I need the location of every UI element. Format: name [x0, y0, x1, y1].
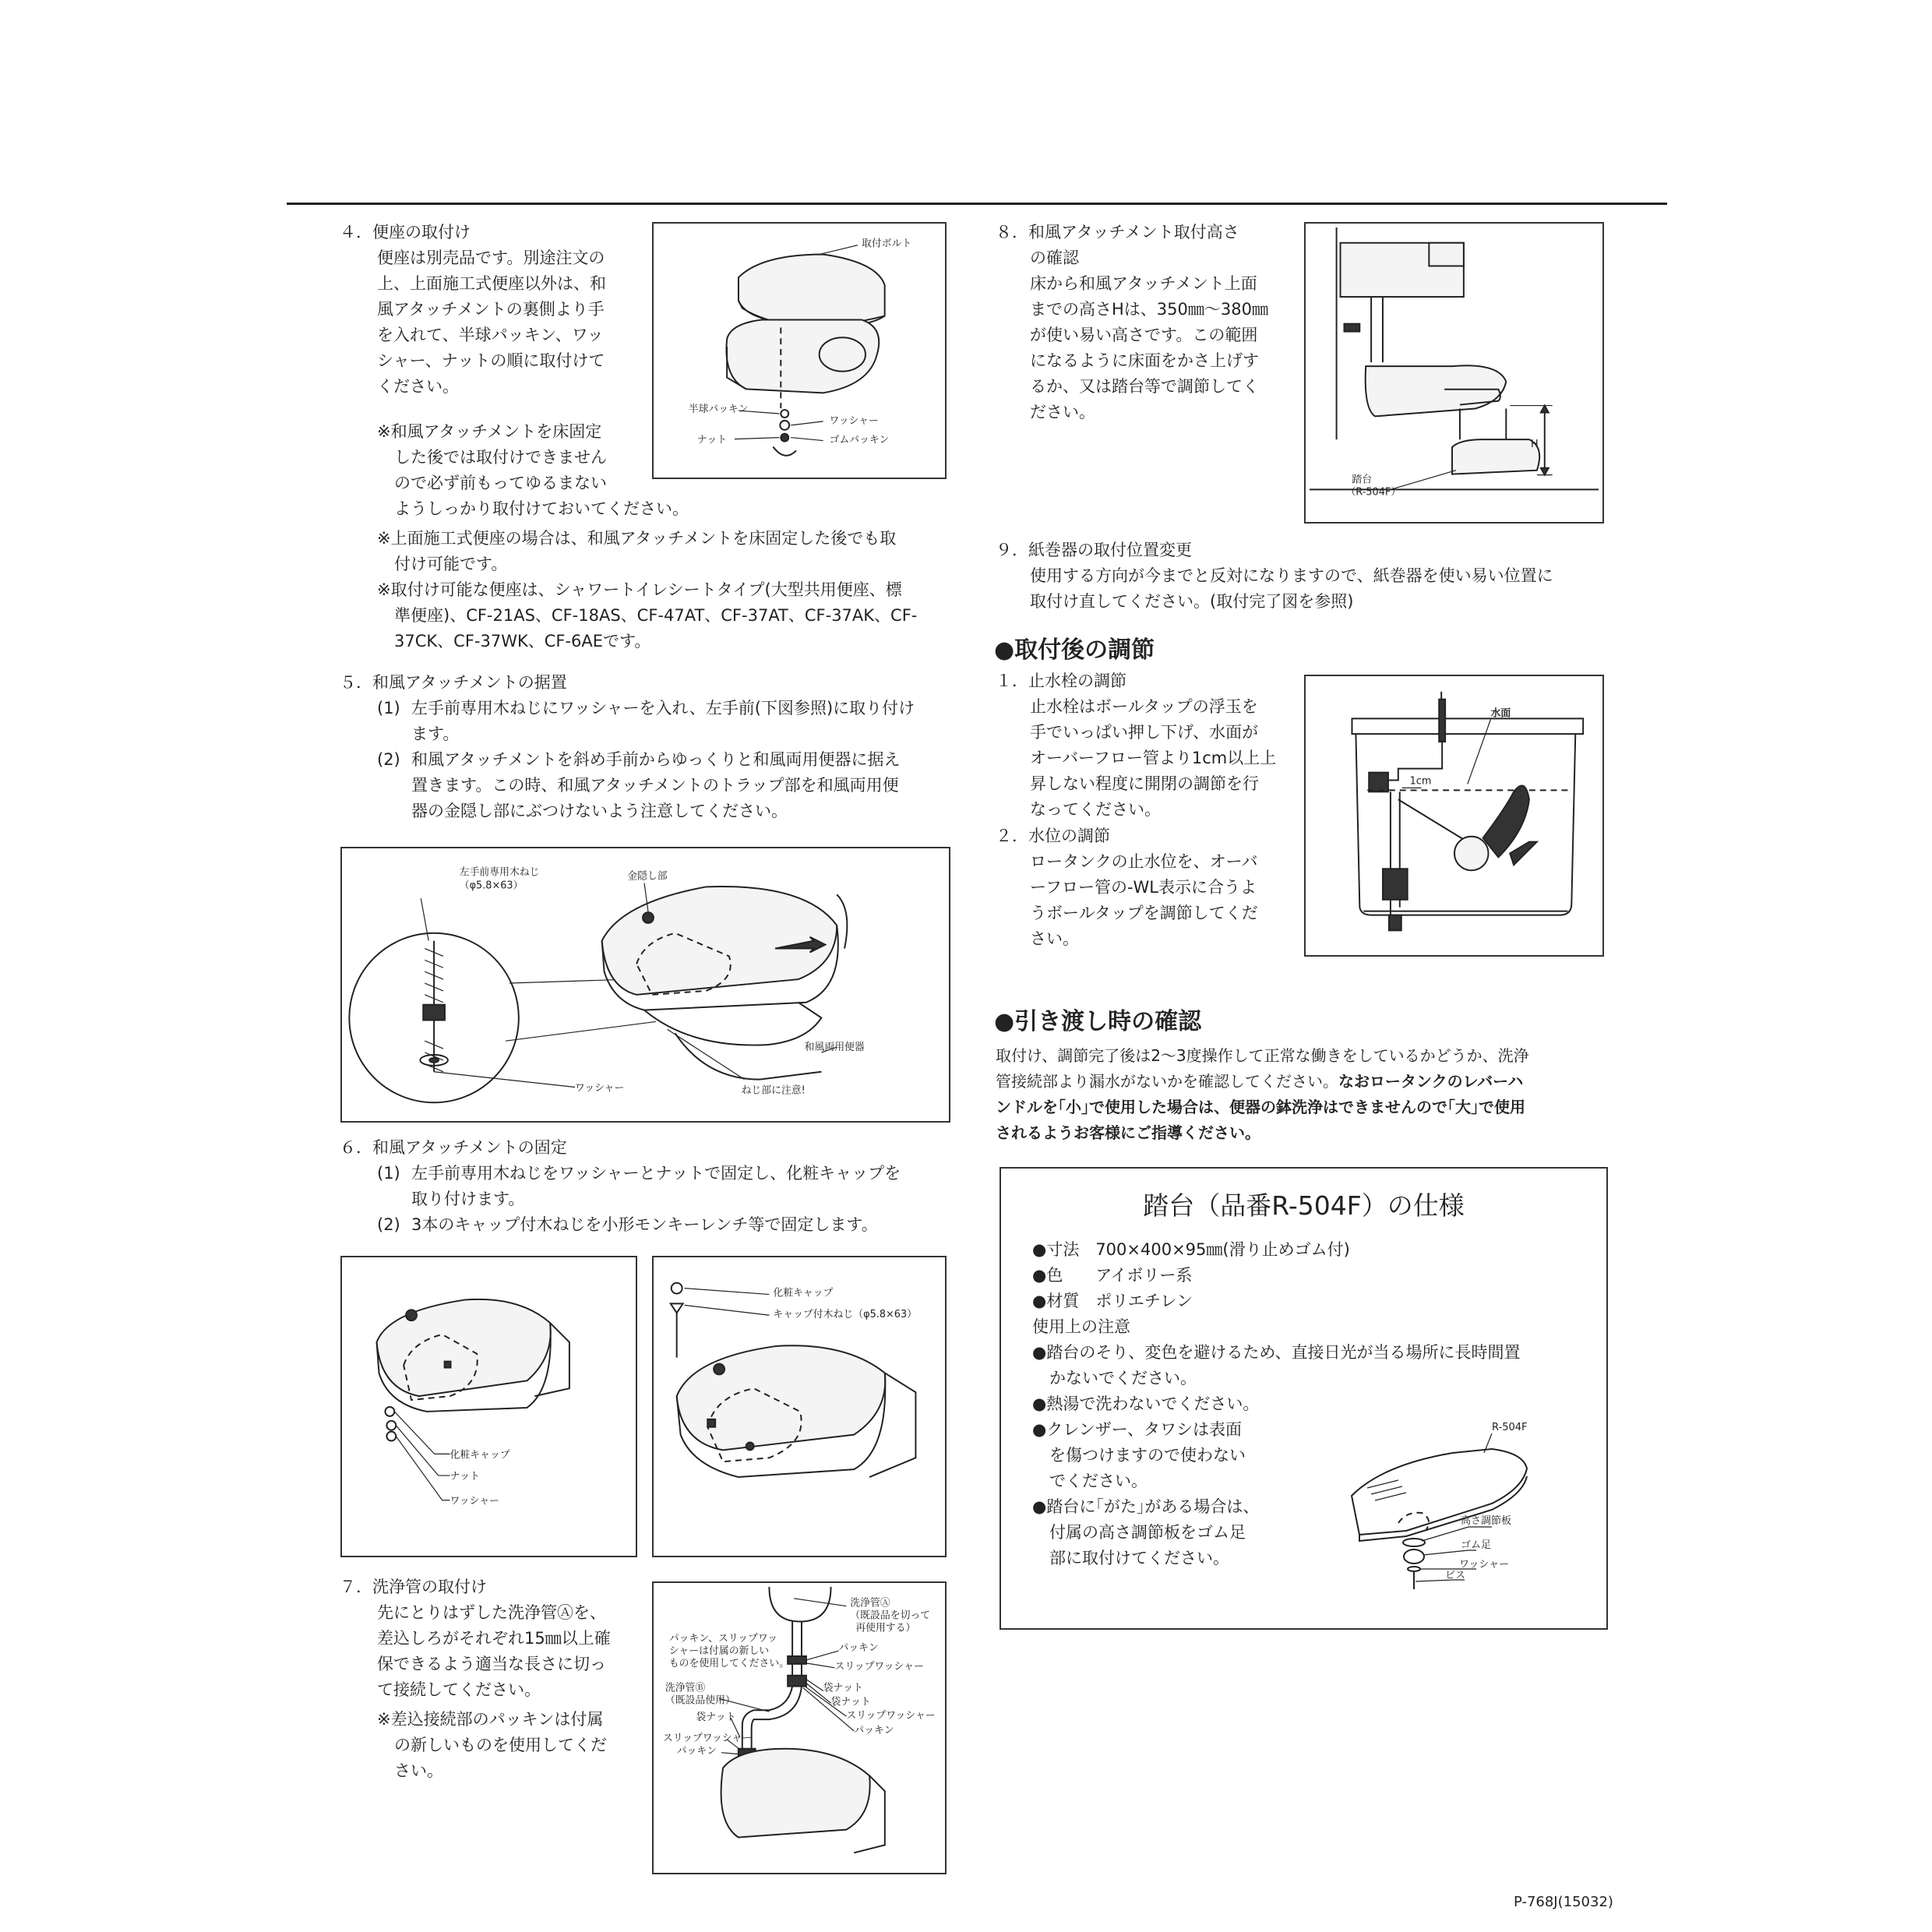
attachment-placement-figure [340, 847, 950, 1123]
section-5-item-2: (2) 和風アタッチメントを斜め手前からゆっくりと和風両用便器に据え 置きます。この時、和風アタッチメントのトラップ部を和風両用便 器の金隠し部にぶつけないよう注意してください。 [377, 750, 901, 820]
fig7-packing-mid-label: パッキン [854, 1724, 894, 1736]
section-9-body: 使用する方向が今までと反対になりますので、紙巻器を使い易い位置に 取付け直してください。(取付完了図を参照) [1030, 566, 1553, 611]
section-5-item-1: (1) 左手前専用木ねじにワッシャーを入れ、左手前(下図参照)に取り付け ます。 [377, 699, 915, 743]
section-6-title: ６．和風アタッチメントの固定 [340, 1138, 567, 1157]
fig7-packing-note-2: シャーは付属の新しい [668, 1645, 770, 1658]
section-6-item-1: (1) 左手前専用木ねじをワッシャーとナットで固定し、化粧キャップを 取り付けます。 [377, 1164, 901, 1208]
section-5-title: ５．和風アタッチメントの据置 [340, 673, 567, 692]
adjustment-item-2-title: ２．水位の調節 [996, 827, 1110, 845]
fig-spec-foot-label: ゴム足 [1461, 1539, 1492, 1551]
fig4-nut-label: ナット [696, 434, 728, 446]
fig7-pipeA-label-2: （既設品を切って [850, 1609, 931, 1622]
section-4-body: 便座は別売品です。別途注文の 上、上面施工式便座以外は、和 風アタッチメントの裏側より手 を入れて、半球パッキン、ワッ シャー、ナットの順に取付けて ください。 [377, 249, 606, 396]
document-code: P-768J(15032) [1514, 1894, 1613, 1910]
fig7-bagnut-mid-label: 袋ナット [830, 1696, 871, 1708]
fig7-pipeA-label-1: 洗浄管Ⓐ [850, 1597, 890, 1609]
tank-adjustment-figure [1304, 675, 1604, 957]
adjustment-heading: ●取付後の調節 [994, 636, 1155, 664]
section-4-note-2: ※上面施工式便座の場合は、和風アタッチメントを床固定した後でも取 付け可能です。 [377, 529, 897, 573]
section-8-body: 床から和風アタッチメント上面 までの高さHは、350㎜～380㎜ が使い易い高さです。この範囲 になるように床面をかさ上げす るか、又は踏台等で調節してく ださい。 [1030, 274, 1268, 421]
step-stool-figure [1336, 1402, 1570, 1597]
fig4-bolt-label: 取付ボルト [862, 238, 912, 250]
section-4-note-1: ※和風アタッチメントを床固定 した後では取付けできません ので必ず前もってゆるまない ようしっかり取付けておいてください。 [377, 422, 689, 518]
fig7-pipeB-label-1: 洗浄管Ⓑ [665, 1682, 706, 1694]
fig8-h-label: H [1530, 438, 1539, 450]
fig-spec-washer-label: ワッシャー [1459, 1559, 1510, 1571]
fig5-washer-label: ワッシャー [575, 1082, 625, 1095]
fig4-packing-label: 半球パッキン [688, 404, 749, 416]
handover-heading: ●引き渡し時の確認 [994, 1008, 1202, 1035]
fig6l-washer-label: ワッシャー [450, 1495, 499, 1507]
fig7-slip-top-label: スリップワッシャー [834, 1660, 924, 1673]
fig7-packing-note-3: ものを使用してください。 [668, 1657, 790, 1669]
fig7-packing-left-label: パッキン [676, 1745, 717, 1757]
fig8-step-label-1: 踏台 [1352, 474, 1373, 486]
fig7-slip-left-label: スリップワッシャー [662, 1732, 753, 1744]
fig7-slip-mid-label: スリップワッシャー [846, 1710, 936, 1722]
spec-title: 踏台（品番R-504F）の仕様 [1143, 1190, 1465, 1221]
fig-spec-plate-label: 高さ調節板 [1461, 1515, 1512, 1527]
fig7-pipeB-label-2: （既設品使用） [665, 1694, 735, 1707]
section-7-title: ７．洗浄管の取付け [340, 1578, 487, 1596]
fig-adj-cm-label: 1cm [1409, 775, 1432, 788]
fig7-packing-note-1: パッキン、スリップワッ [668, 1633, 777, 1645]
fig5-bowl-label: 和風両用便器 [804, 1042, 865, 1054]
fig5-caution-label: ねじ部に注意! [741, 1084, 806, 1097]
seat-install-figure [652, 222, 947, 479]
section-7-body: 先にとりはずした洗浄管Ⓐを、 差込しろがそれぞれ15㎜以上確 保できるよう適当な長さに切っ て接続してください。 [377, 1603, 611, 1699]
section-6-item-2: (2) 3本のキャップ付木ねじを小形モンキーレンチ等で固定します。 [377, 1215, 878, 1234]
fig6r-cap-label: 化粧キャップ [773, 1287, 834, 1299]
fig6l-nut-label: ナット [450, 1471, 480, 1483]
fig7-bagnut-top-label: 袋ナット [823, 1682, 863, 1694]
fig8-step-label-2: （R-504F） [1345, 486, 1401, 499]
fig5-screw-size: （φ5.8×63） [459, 880, 524, 892]
section-9-title: ９．紙巻器の取付位置変更 [996, 541, 1192, 559]
fixing-figure-right [652, 1256, 947, 1557]
fig6l-cap-label: 化粧キャップ [450, 1449, 510, 1461]
fig7-bagnut-left-label: 袋ナット [696, 1712, 736, 1724]
height-check-figure [1304, 222, 1604, 524]
section-4-title: ４．便座の取付け [340, 223, 471, 242]
fig-spec-screw-label: ビス [1445, 1570, 1466, 1581]
spec-body: ●寸法 700×400×95㎜(滑り止めゴム付) ●色 アイボリー系 ●材質 ポリエチレン 使用上の注意 ●踏台のそり、変色を避けるため、直接日光が当る場所に長時間置 かないでください。 ●熱湯で洗わないでください。 ●クレンザー、タワシは表面 を傷つけますので使わない でください。 ●踏台に｢がた｣がある場合は、 付属の高さ調節板をゴム足 部に取付けてください。 [1032, 1240, 1521, 1567]
fig7-packing-top-label: パッキン [838, 1642, 879, 1655]
fig4-washer-label: ワッシャー [829, 414, 879, 427]
section-8-title: ８．和風アタッチメント取付高さ の確認 [996, 223, 1239, 267]
fig-spec-model-label: R-504F [1492, 1422, 1528, 1433]
fig4-rubber-label: ゴムパッキン [829, 434, 890, 446]
fig5-kinkakushi-label: 金隠し部 [627, 870, 668, 883]
flush-pipe-figure [652, 1581, 947, 1874]
step-stool-spec-box [999, 1167, 1608, 1630]
fig-adj-water-label: 水面 [1490, 707, 1511, 720]
fig6r-screw-label: キャップ付木ねじ（φ5.8×63） [773, 1309, 918, 1321]
fig5-screw-label: 左手前専用木ねじ [459, 866, 540, 879]
fig7-pipeA-label-3: 再使用する） [855, 1622, 916, 1634]
section-4-note-3: ※取付け可能な便座は、シャワートイレシートタイプ(大型共用便座、標 準便座)、CF-21AS、CF-18AS、CF-47AT、CF-37AT、CF-37AK、CF- 37CK、CF-37WK、CF-6AEです。 [377, 580, 918, 650]
fixing-figure-left [340, 1256, 637, 1557]
adjustment-item-2-body: ロータンクの止水位を、オーバ ーフロー管の-WL表示に合うよ うボールタップを調節してくだ さい。 [1030, 852, 1258, 948]
top-rule [287, 203, 1667, 205]
section-7-note: ※差込接続部のパッキンは付属 の新しいものを使用してくだ さい。 [377, 1710, 607, 1780]
adjustment-item-1-body: 止水栓はボールタップの浮玉を 手でいっぱい押し下げ、水面が オーバーフロー管より1cm以上上 昇しない程度に開閉の調節を行 なってください。 [1030, 697, 1277, 819]
adjustment-item-1-title: １．止水栓の調節 [996, 672, 1126, 690]
handover-body: 取付け、調節完了後は2～3度操作して正常な働きをしているかどうか、洗浄 管接続部より漏水がないかを確認してください。なおロータンクのレバーハ ンドルを｢小｣で使用した場合は、便器の鉢洗浄はできませんので｢大｣で使用 されるようお客様にご指導ください。 [996, 1046, 1529, 1142]
